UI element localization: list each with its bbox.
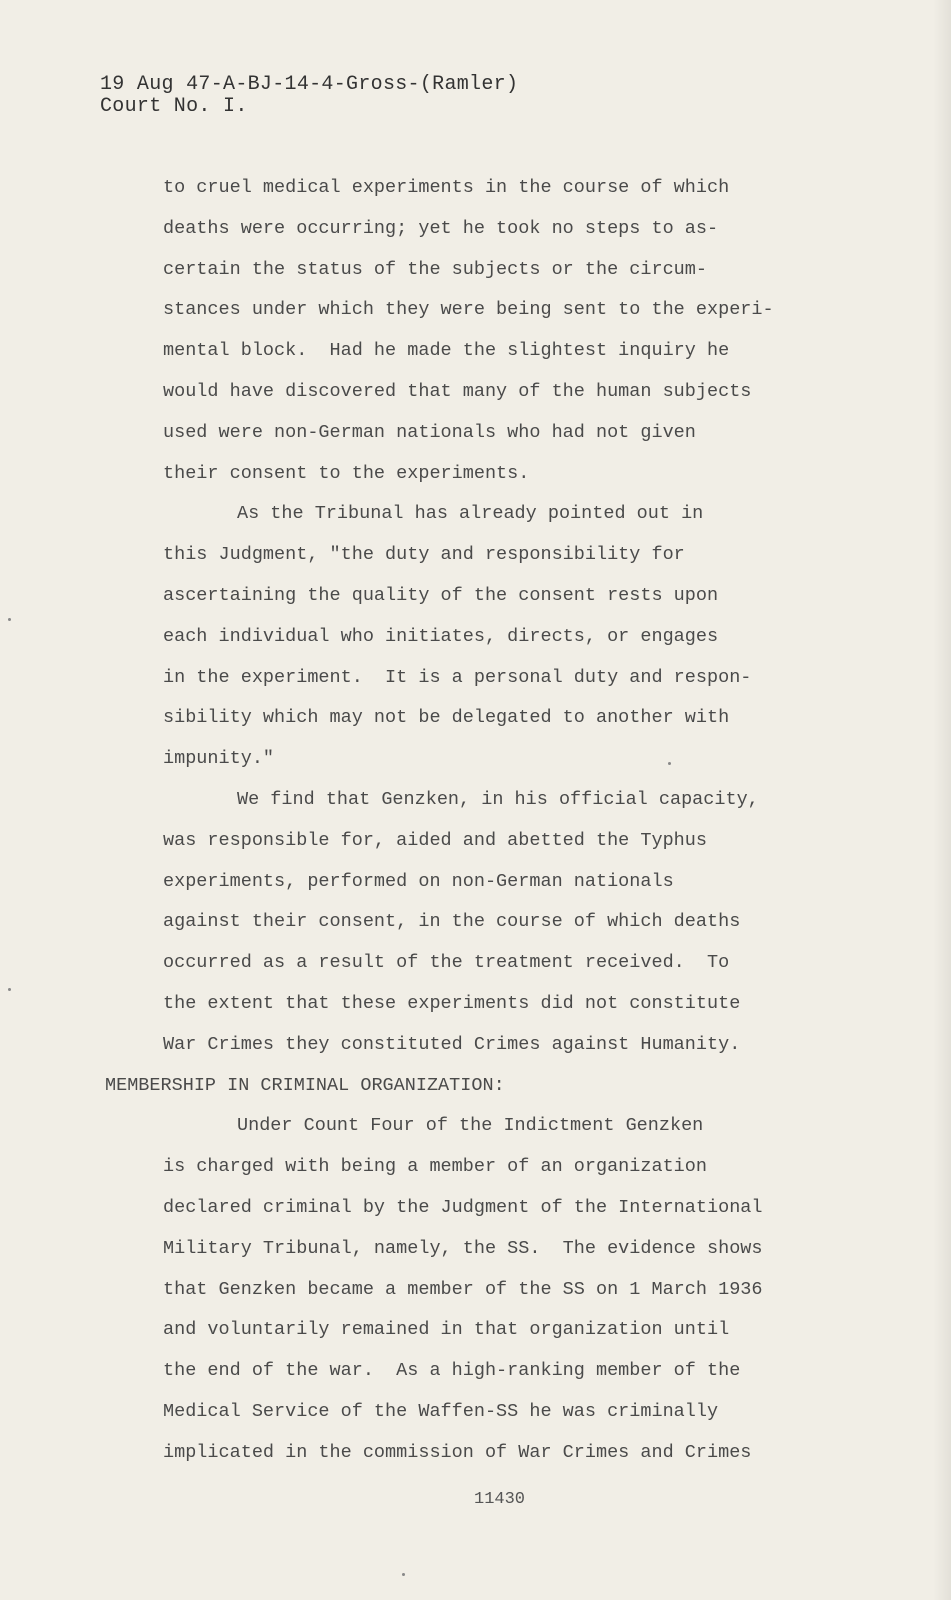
text-line: impunity." <box>163 748 275 770</box>
paper-speck <box>8 618 11 621</box>
text-line: to cruel medical experiments in the course of which <box>163 177 730 198</box>
header-reference: 19 Aug 47-A-BJ-14-4-Gross-(Ramler) <box>100 73 519 96</box>
paper-speck <box>8 988 11 991</box>
text-line: their consent to the experiments. <box>163 462 530 484</box>
text-line: mental block. Had he made the slightest inquiry he <box>163 340 730 362</box>
text-line: Medical Service of the Waffen-SS he was criminally <box>163 1400 719 1422</box>
document-body <box>105 168 863 1474</box>
paper-speck <box>668 762 671 765</box>
document-header <box>100 74 518 118</box>
header-court: Court No. I. <box>100 95 248 118</box>
text-line: each individual who initiates, directs, or engages <box>163 625 719 647</box>
text-line: the end of the war. As a high-ranking member of the <box>163 1360 741 1382</box>
text-line: is charged with being a member of an organization <box>163 1156 707 1178</box>
text-line: was responsible for, aided and abetted the Typhus <box>163 829 707 851</box>
section-heading: MEMBERSHIP IN CRIMINAL ORGANIZATION: <box>105 1074 505 1096</box>
text-line: Military Tribunal, namely, the SS. The evidence shows <box>163 1237 763 1259</box>
text-line: implicated in the commission of War Crimes and Crimes <box>163 1441 752 1463</box>
text-line: and voluntarily remained in that organization until <box>163 1319 730 1341</box>
text-line: in the experiment. It is a personal duty and respon- <box>163 666 752 688</box>
text-line: deaths were occurring; yet he took no steps to as- <box>163 217 719 239</box>
text-line: that Genzken became a member of the SS on 1 March 1936 <box>163 1278 763 1300</box>
text-line: experiments, performed on non-German nationals <box>163 870 674 892</box>
text-line: occurred as a result of the treatment received. To <box>163 952 730 974</box>
page-number: 11430 <box>474 1490 526 1509</box>
text-line: would have discovered that many of the human subjects <box>163 380 752 402</box>
text-line: Under Count Four of the Indictment Genzken <box>237 1115 704 1137</box>
text-line: As the Tribunal has already pointed out in <box>237 503 704 525</box>
text-line: against their consent, in the course of which deaths <box>163 911 741 933</box>
text-line: ascertaining the quality of the consent rests upon <box>163 584 719 606</box>
paper-speck <box>402 1573 405 1576</box>
text-line: declared criminal by the Judgment of the International <box>163 1196 763 1218</box>
text-line: this Judgment, "the duty and responsibility for <box>163 544 685 566</box>
text-line: the extent that these experiments did not constitute <box>163 992 741 1014</box>
text-line: We find that Genzken, in his official capacity, <box>237 788 759 810</box>
page-edge-shadow <box>933 0 951 1600</box>
text-line: stances under which they were being sent to the experi- <box>163 299 774 321</box>
text-line: War Crimes they constituted Crimes against Humanity. <box>163 1033 741 1055</box>
text-line: used were non-German nationals who had not given <box>163 421 696 443</box>
text-line: sibility which may not be delegated to another with <box>163 707 730 729</box>
text-line: certain the status of the subjects or the circum- <box>163 258 707 280</box>
